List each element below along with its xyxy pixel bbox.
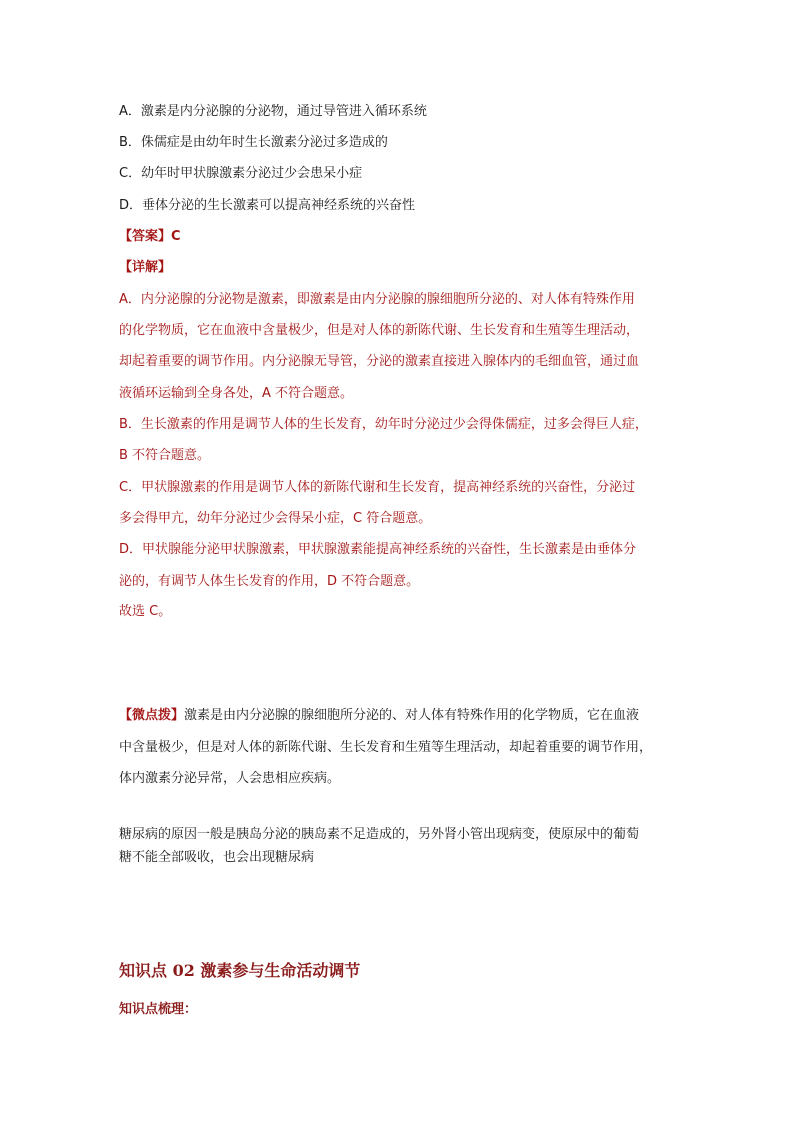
analysis-line: C．甲状腺激素的作用是调节人体的新陈代谢和生长发育，提高神经系统的兴奋性，分泌过 (119, 480, 636, 495)
analysis-line: 多会得甲亢，幼年分泌过少会得呆小症，C 符合题意。 (119, 511, 432, 526)
section-subtitle: 知识点梳理： (119, 1002, 198, 1017)
note-line: 糖不能全部吸收，也会出现糖尿病 (119, 850, 315, 865)
option-a: A．激素是内分泌腺的分泌物，通过导管进入循环系统 (119, 104, 427, 119)
analysis-line: D．甲状腺能分泌甲状腺激素，甲状腺激素能提高神经系统的兴奋性，生长激素是由垂体分 (119, 542, 637, 557)
analysis-label: 【详解】 (119, 260, 172, 275)
answer-label: 【答案】 (119, 229, 172, 244)
tip-line-first (119, 707, 679, 725)
option-d: D．垂体分泌的生长激素可以提高神经系统的兴奋性 (119, 198, 416, 213)
tip-text: 激素是由内分泌腺的腺细胞所分泌的、对人体有特殊作用的化学物质，它在血液 (184, 708, 640, 723)
analysis-line: B 不符合题意。 (119, 448, 211, 463)
analysis-line: 泌的，有调节人体生长发育的作用，D 不符合题意。 (119, 574, 420, 589)
note-line: 糖尿病的原因一般是胰岛分泌的胰岛素不足造成的，另外肾小管出现病变，使原尿中的葡萄 (119, 827, 640, 842)
analysis-line: A．内分泌腺的分泌物是激素，即激素是由内分泌腺的腺细胞所分泌的、对人体有特殊作用 (119, 292, 635, 307)
tip-line: 中含量极少，但是对人体的新陈代谢、生长发育和生殖等生理活动，却起着重要的调节作用， (119, 740, 653, 755)
answer-line (119, 228, 679, 246)
analysis-line: 的化学物质，它在血液中含量极少，但是对人体的新陈代谢、生长发育和生殖等生理活动， (119, 323, 640, 338)
tip-label: 【微点拨】 (119, 708, 185, 723)
analysis-line: B．生长激素的作用是调节人体的生长发育，幼年时分泌过少会得侏儒症，过多会得巨人症， (119, 417, 648, 432)
option-b: B．侏儒症是由幼年时生长激素分泌过多造成的 (119, 135, 388, 150)
analysis-conclusion: 故选 C。 (119, 604, 172, 619)
analysis-line: 液循环运输到全身各处，A 不符合题意。 (119, 386, 354, 401)
section-title: 知识点 02 激素参与生命活动调节 (119, 961, 361, 980)
analysis-line: 却起着重要的调节作用。内分泌腺无导管，分泌的激素直接进入腺体内的毛细血管，通过血 (119, 354, 640, 369)
tip-line: 体内激素分泌异常，人会患相应疾病。 (119, 771, 341, 786)
option-c: C．幼年时甲状腺激素分泌过少会患呆小症 (119, 166, 363, 181)
answer-value: C (171, 229, 181, 244)
